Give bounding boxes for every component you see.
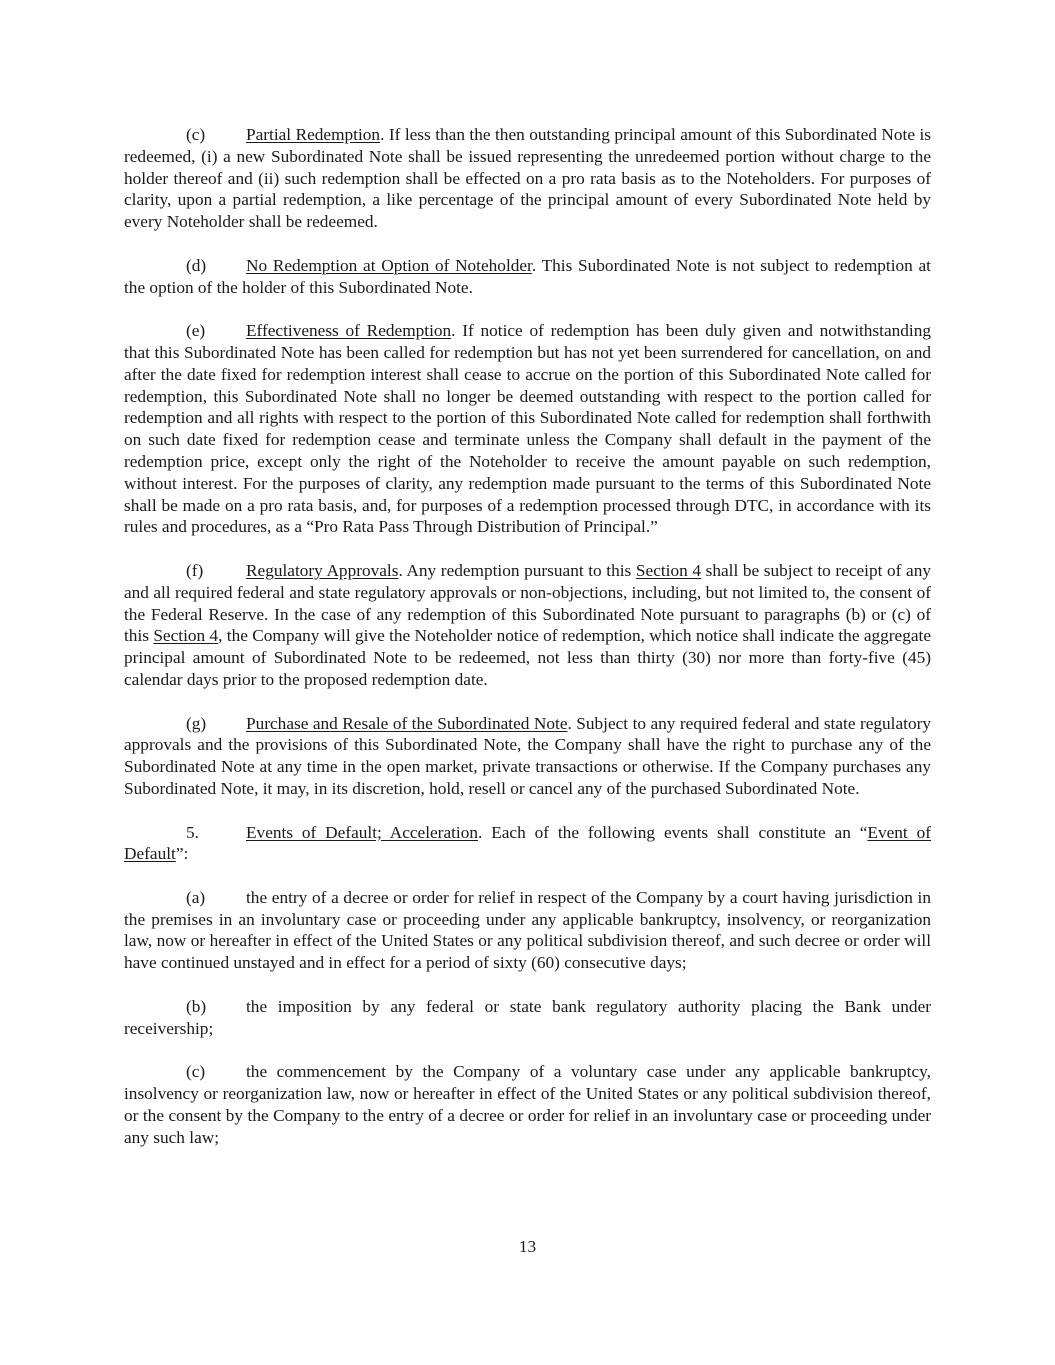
paragraph-text: . Any redemption pursuant to this — [398, 560, 636, 580]
paragraph-label: (f) — [186, 560, 204, 580]
paragraph-effectiveness-of-redemption — [124, 320, 931, 538]
section-heading: Events of Default; Acceleration — [246, 822, 478, 842]
section-heading: Effectiveness of Redemption — [246, 321, 452, 341]
paragraph-text: the imposition by any federal or state bank regulatory authority placing the Bank under receivership; — [124, 996, 931, 1038]
paragraph-regulatory-approvals — [124, 560, 931, 691]
paragraph-default-a — [124, 887, 931, 974]
section-reference: Section 4 — [635, 560, 701, 580]
paragraph-label: (a) — [186, 887, 206, 907]
paragraph-label: (e) — [186, 321, 206, 341]
paragraph-label: (c) — [186, 125, 206, 144]
section-reference: Section 4 — [153, 626, 219, 646]
paragraph-text: . Subject to any required federal and state regulatory approvals and the provisions of this Subordinated Note, the Company shall have the right to purchase any of the Subordinated Note at any time in the open market, private transactions or otherwise. If the Company purchases any Subordinated Note, it may, in its discretion, hold, resell or cancel any of the purchased Subordinated Note. — [124, 713, 931, 798]
page-number: 13 — [518, 1237, 537, 1256]
paragraph-text: shall be subject to receipt of any and all required federal and state regulatory approvals or non-objections, including, but not limited to, the consent of the Federal Reserve. In the case of any redemption of this Subordinated Note pursuant to paragraphs (b) or (c) of this — [124, 560, 931, 646]
paragraph-text: . If less than the then outstanding principal amount of this Subordinated Note is redeemed, (i) a new Subordinated Note shall be issued representing the unredeemed portion without charge to the holder thereof and (ii) such redemption shall be effected on a pro rata basis as to the Noteholders. For purposes of clarity, upon a partial redemption, a like percentage of the principal amount of every Subordinated Note held by every Noteholder shall be redeemed. — [124, 125, 932, 232]
section-heading: Regulatory Approvals — [246, 560, 399, 580]
paragraph-text: . Each of the following events shall constitute an “ — [478, 822, 868, 842]
paragraph-partial-redemption — [124, 124, 931, 233]
paragraph-label: (d) — [186, 255, 207, 275]
paragraph-purchase-and-resale — [124, 713, 931, 800]
paragraph-text: the commencement by the Company of a voluntary case under any applicable bankruptcy, insolvency or reorganization law, now or hereafter in effect of the United States or any political subdivision thereof, or the consent by the Company to the entry of a decree or order for relief in an involuntary case or proceeding under any such law; — [124, 1062, 931, 1147]
paragraph-default-b — [124, 996, 931, 1040]
paragraph-text: . If notice of redemption has been duly given and notwithstanding that this Subordinated Note has been called for redemption but has not yet been surrendered for cancellation, on and after the date fixed for redemption interest shall cease to accrue on the portion of this Subordinated Note called for redemption, this Subordinated Note shall no longer be deemed outstanding with respect to the portion called for redemption and all rights with respect to the portion of this Subordinated Note called for redemption shall forthwith on such date fixed for redemption cease and terminate unless the Company shall default in the payment of the redemption price, except only the right of the Noteholder to receive the amount payable on such redemption, without interest. For the purposes of clarity, any redemption made pursuant to the terms of this Subordinated Note shall be made on a pro rata basis, and, for purposes of a redemption processed through DTC, in accordance with its rules and procedures, as a “Pro Rata Pass Through Distribution of Principal.” — [124, 321, 931, 537]
section-heading: Partial Redemption — [246, 125, 381, 144]
paragraph-text: ”: — [175, 844, 189, 864]
paragraph-default-c — [124, 1061, 931, 1148]
paragraph-events-of-default — [124, 822, 931, 866]
defined-term: Event of Default — [124, 822, 932, 864]
section-heading: No Redemption at Option of Noteholder — [246, 255, 532, 275]
paragraph-text: . This Subordinated Note is not subject to redemption at the option of the holder of this Subordinated Note. — [124, 255, 931, 297]
paragraph-label: (c) — [186, 1062, 206, 1082]
section-heading: Purchase and Resale of the Subordinated Note — [246, 713, 568, 733]
paragraph-label: (b) — [186, 996, 207, 1016]
paragraph-label: (g) — [186, 713, 207, 733]
paragraph-text: the entry of a decree or order for relief in respect of the Company by a court having jurisdiction in the premises in an involuntary case or proceeding under any applicable bankruptcy, insolvency, or reorganization law, now or hereafter in effect of the United States or any political subdivision thereof, and such decree or order will have continued unstayed and in effect for a period of sixty (60) consecutive days; — [124, 887, 931, 973]
paragraph-text: , the Company will give the Noteholder notice of redemption, which notice shall indicate the aggregate principal amount of Subordinated Note to be redeemed, not less than thirty (30) nor more than forty-five (45) calendar days prior to the proposed redemption date. — [124, 626, 931, 689]
paragraph-no-redemption-at-option — [124, 255, 931, 299]
document-page — [124, 124, 931, 1170]
paragraph-label: 5. — [186, 822, 199, 842]
